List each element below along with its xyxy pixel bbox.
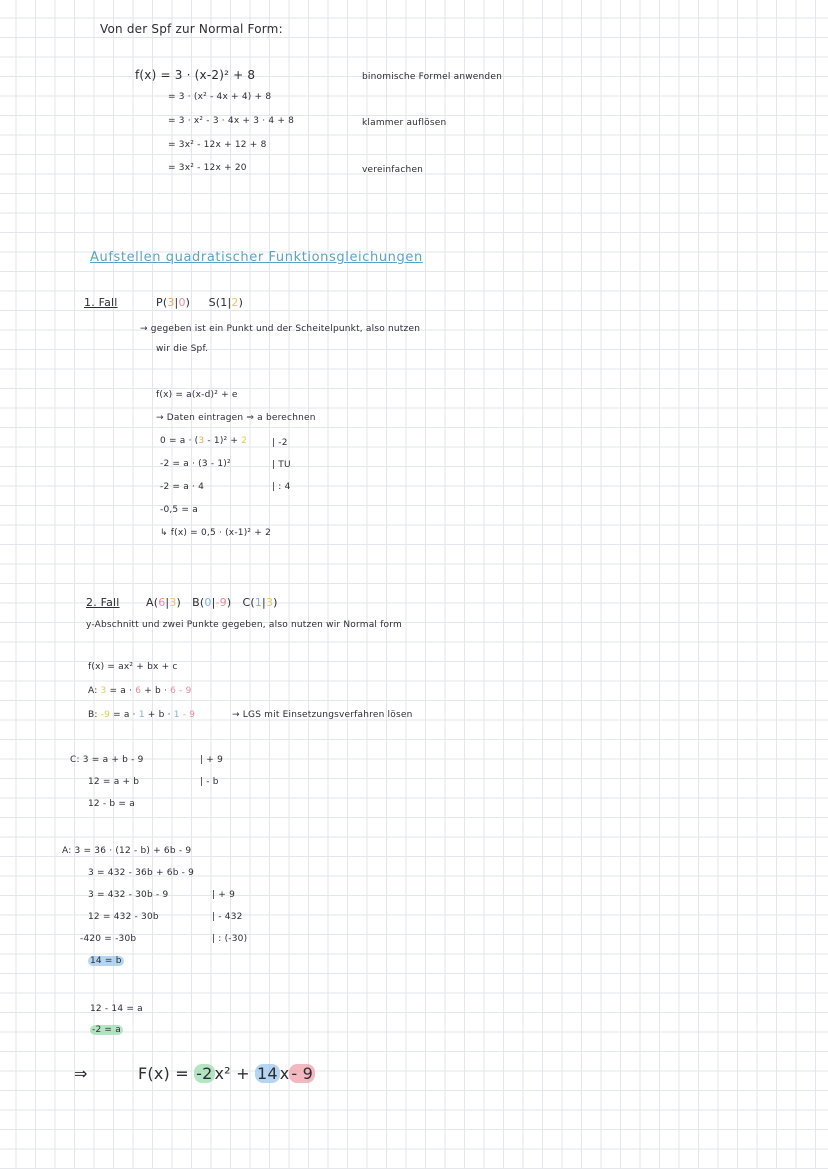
final-arrow: ⇒ [74,1064,88,1083]
c-line-3: 12 - b = a [88,799,135,809]
final-function: F(x) = -2 x² + 14 x - 9 [138,1064,314,1083]
a-line-6: 14 = b [90,956,122,966]
fall1-result: ↳ f(x) = 0,5 · (x-1)² + 2 [160,528,271,538]
c-op-2: | - b [200,777,219,787]
fall1-eq-4: -0,5 = a [160,505,198,515]
fall1-points: P(3|0) S(1|2) [156,296,244,309]
c-line-1: C: 3 = a + b - 9 [70,755,144,765]
fall1-label: 1. Fall [84,296,118,309]
a-line-4: 12 = 432 - 30b [88,912,159,922]
fall1-desc-1: → gegeben ist ein Punkt und der Scheitelpunkt, also nutzen [140,324,421,334]
spf-line-1: f(x) = 3 · (x-2)² + 8 [135,68,256,82]
spf-line-2: = 3 · (x² - 4x + 4) + 8 [168,92,272,102]
a-line-5: -420 = -30b [80,934,137,944]
c-op-1: | + 9 [200,755,224,765]
fall1-op-3: | : 4 [272,482,291,492]
fall1-desc-2: wir die Spf. [156,344,209,354]
section1-heading: Von der Spf zur Normal Form: [100,22,283,36]
fall2-desc: y-Abschnitt und zwei Punkte gegeben, also nutzen wir Normal form [86,620,402,630]
a-line-1: A: 3 = 36 · (12 - b) + 6b - 9 [62,846,192,856]
a-line-2: 3 = 432 - 36b + 6b - 9 [88,868,195,878]
fall1-formula: f(x) = a(x-d)² + e [156,390,238,400]
fall1-eq-1: 0 = a · (3 - 1)² + 2 [160,436,248,446]
a-op-3: | : (-30) [212,934,248,944]
note-klammer: klammer auflösen [362,118,447,128]
a-op-1: | + 9 [212,890,236,900]
fall2-line-b: B: -9 = a · 1 + b · 1 - 9 [88,710,196,720]
fall2-line-a: A: 3 = a · 6 + b · 6 - 9 [88,686,192,696]
final-line-1: 12 - 14 = a [90,1004,143,1014]
fall1-op-1: | -2 [272,438,288,448]
note-binomisch: binomische Formel anwenden [362,72,502,82]
spf-line-3: = 3 · x² - 3 · 4x + 3 · 4 + 8 [168,116,295,126]
fall1-op-2: | TU [272,460,291,470]
fall1-eq-3: -2 = a · 4 [160,482,205,492]
spf-line-5: = 3x² - 12x + 20 [168,163,247,173]
c-line-2: 12 = a + b [88,777,140,787]
fall1-eq-2: -2 = a · (3 - 1)² [160,459,231,469]
fall2-formula: f(x) = ax² + bx + c [88,662,178,672]
section2-heading: Aufstellen quadratischer Funktionsgleichungen [90,250,423,265]
a-op-2: | - 432 [212,912,243,922]
fall2-lgs-note: → LGS mit Einsetzungsverfahren lösen [232,710,413,720]
fall2-points: A(6|3) B(0|-9) C(1|3) [146,596,278,609]
fall2-label: 2. Fall [86,596,120,609]
spf-line-4: = 3x² - 12x + 12 + 8 [168,140,267,150]
fall1-step: → Daten eintragen ⇒ a berechnen [156,413,316,423]
note-vereinfachen: vereinfachen [362,165,424,175]
a-line-3: 3 = 432 - 30b - 9 [88,890,169,900]
final-line-2: -2 = a [92,1025,121,1035]
